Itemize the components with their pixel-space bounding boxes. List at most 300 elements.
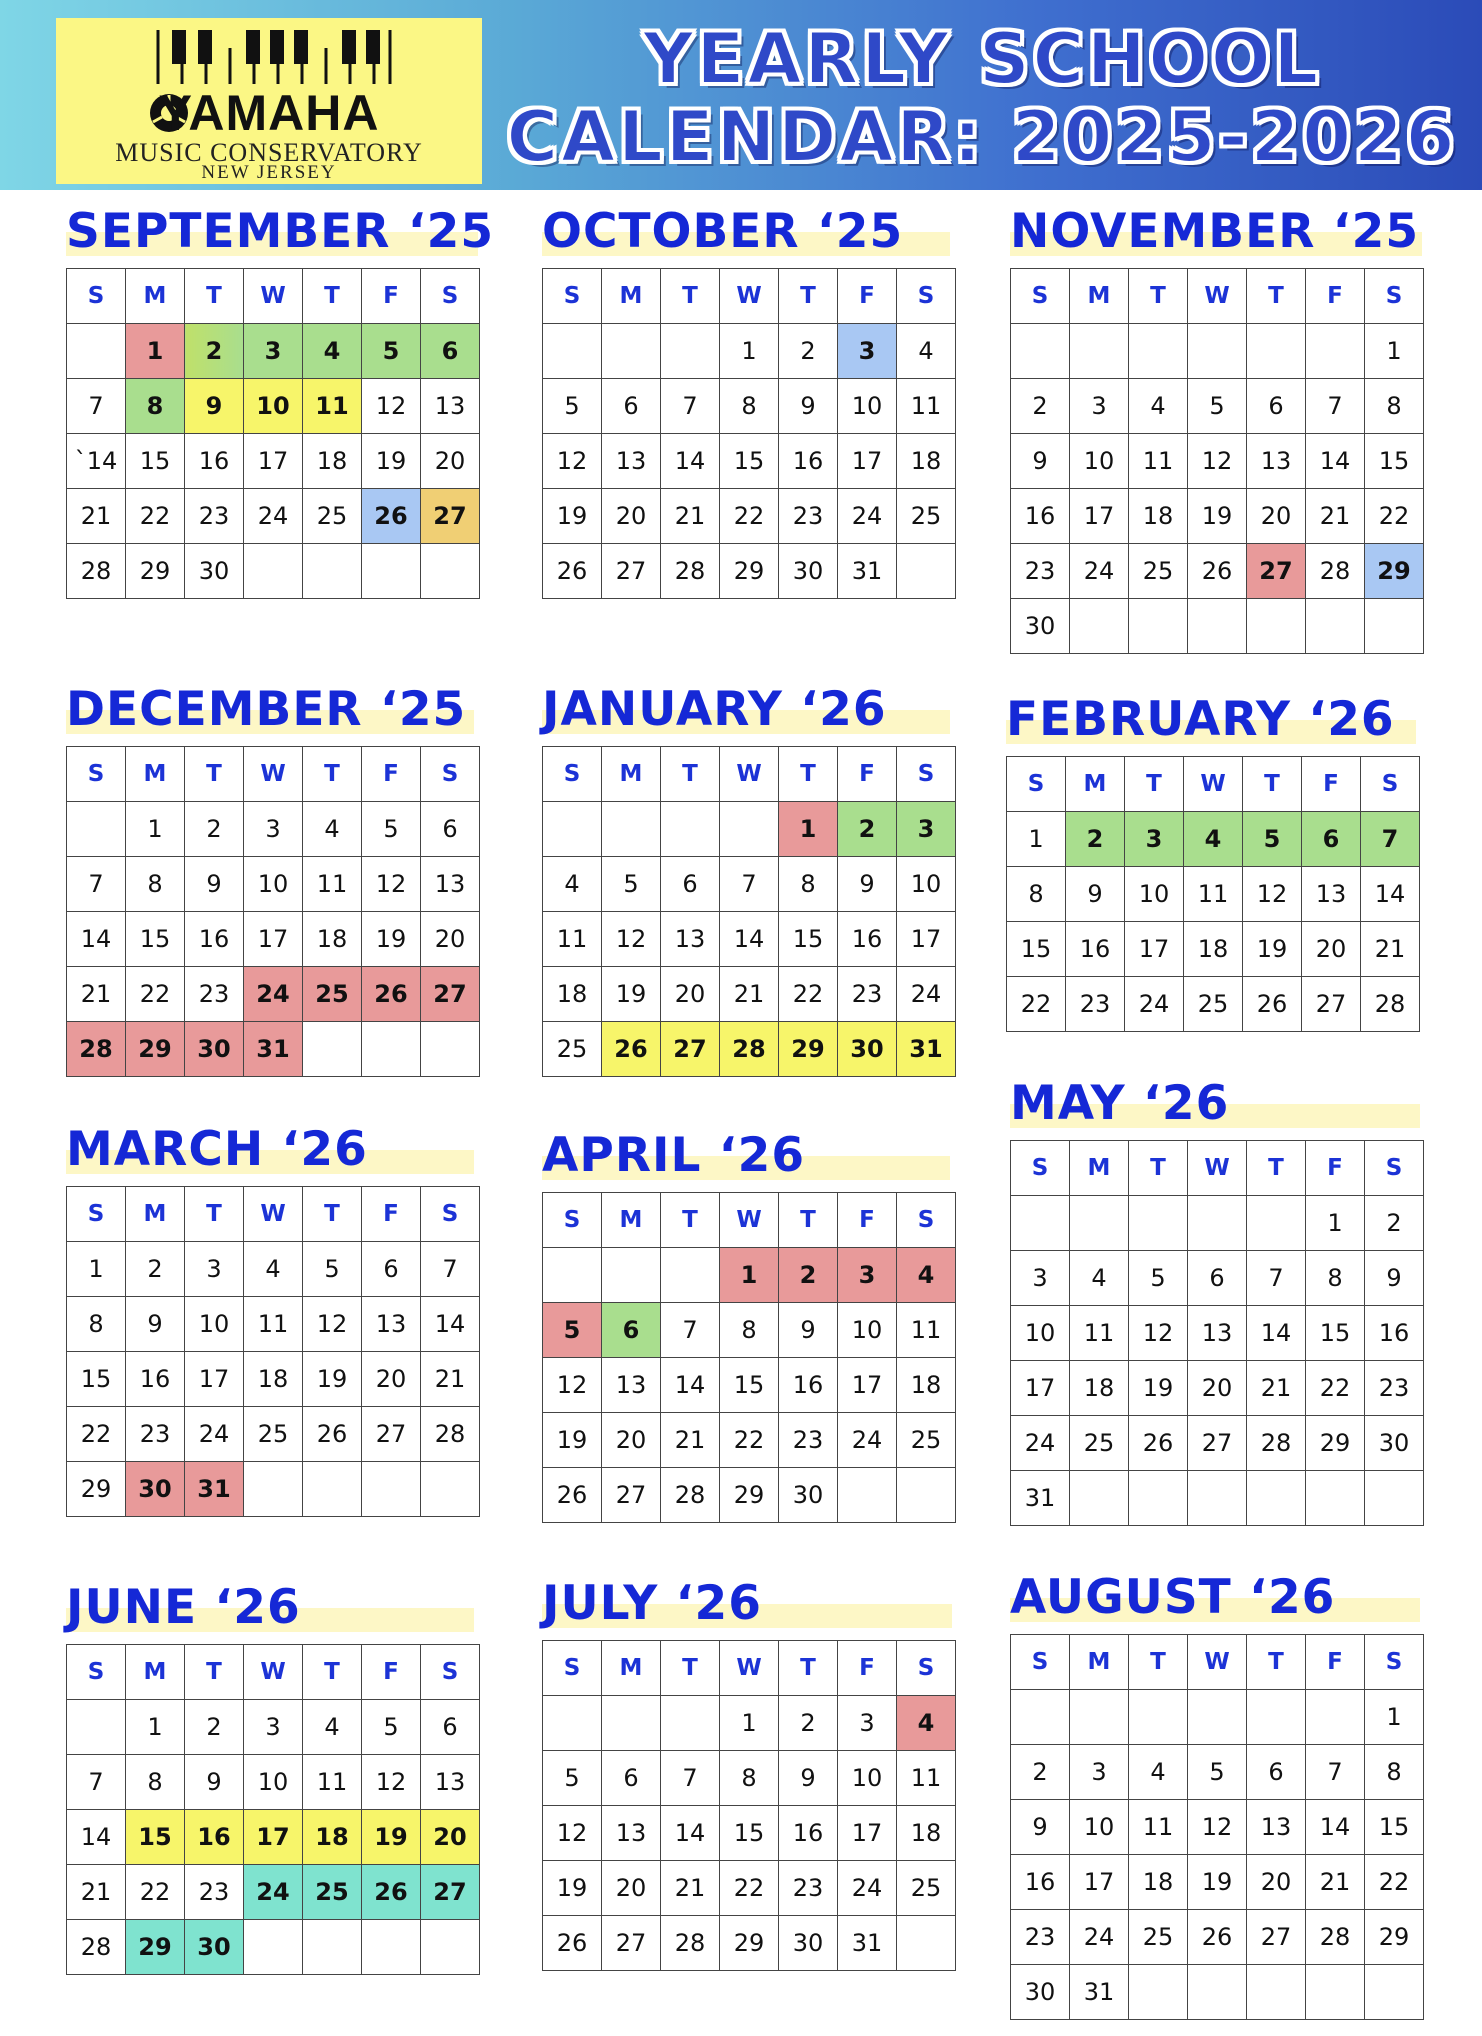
day-cell: 3 bbox=[244, 1700, 303, 1755]
day-cell: 20 bbox=[1302, 922, 1361, 977]
week-row bbox=[1007, 867, 1420, 922]
month-name: DECEMBER ‘25 bbox=[66, 682, 467, 737]
day-cell: 6 bbox=[421, 802, 480, 857]
day-cell: 22 bbox=[720, 1861, 779, 1916]
day-cell: 23 bbox=[779, 1413, 838, 1468]
day-cell: 31 bbox=[838, 1916, 897, 1971]
day-cell: 29 bbox=[720, 1916, 779, 1971]
weekday-label: S bbox=[897, 269, 956, 324]
day-cell: 16 bbox=[1011, 489, 1070, 544]
week-row bbox=[1011, 1251, 1424, 1306]
month-name: NOVEMBER ‘25 bbox=[1010, 204, 1420, 259]
day-cell: 24 bbox=[244, 489, 303, 544]
empty-day-cell bbox=[421, 1462, 480, 1517]
empty-day-cell bbox=[602, 1696, 661, 1751]
weekday-label: W bbox=[720, 269, 779, 324]
day-cell: 5 bbox=[543, 379, 602, 434]
weekday-label: W bbox=[720, 1641, 779, 1696]
day-cell: 11 bbox=[244, 1297, 303, 1352]
day-cell: 3 bbox=[1011, 1251, 1070, 1306]
day-cell: 23 bbox=[1011, 1910, 1070, 1965]
day-cell: 18 bbox=[303, 912, 362, 967]
day-cell: 12 bbox=[1129, 1306, 1188, 1361]
day-cell: 24 bbox=[897, 967, 956, 1022]
day-cell: 21 bbox=[661, 489, 720, 544]
weekday-label: W bbox=[720, 1193, 779, 1248]
weekday-label: T bbox=[779, 269, 838, 324]
weekday-label: M bbox=[602, 1193, 661, 1248]
day-cell: 11 bbox=[303, 1755, 362, 1810]
day-cell: 4 bbox=[543, 857, 602, 912]
weekday-label: S bbox=[543, 269, 602, 324]
week-row bbox=[543, 967, 956, 1022]
week-row bbox=[67, 1352, 480, 1407]
month-grid bbox=[66, 746, 480, 1077]
empty-day-cell bbox=[67, 802, 126, 857]
day-cell: 6 bbox=[661, 857, 720, 912]
week-row bbox=[1011, 544, 1424, 599]
week-row bbox=[67, 1755, 480, 1810]
day-cell: 25 bbox=[897, 1861, 956, 1916]
weekday-label: W bbox=[244, 1187, 303, 1242]
day-cell: 22 bbox=[720, 489, 779, 544]
day-cell: 13 bbox=[1247, 1800, 1306, 1855]
empty-day-cell bbox=[244, 1920, 303, 1975]
month-name: APRIL ‘26 bbox=[542, 1128, 806, 1183]
day-cell: 21 bbox=[67, 489, 126, 544]
day-cell: 5 bbox=[602, 857, 661, 912]
highlighted-day-cell: 31 bbox=[897, 1022, 956, 1077]
piano-keyboard-icon bbox=[154, 28, 394, 86]
day-cell: 6 bbox=[421, 1700, 480, 1755]
day-cell: 1 bbox=[720, 324, 779, 379]
day-cell: 13 bbox=[421, 1755, 480, 1810]
highlighted-day-cell: 16 bbox=[185, 1810, 244, 1865]
empty-day-cell bbox=[838, 1468, 897, 1523]
day-cell: 2 bbox=[779, 1696, 838, 1751]
empty-day-cell bbox=[303, 544, 362, 599]
highlighted-day-cell: 30 bbox=[185, 1022, 244, 1077]
weekday-label: S bbox=[67, 747, 126, 802]
empty-day-cell bbox=[543, 1696, 602, 1751]
day-cell: 18 bbox=[1070, 1361, 1129, 1416]
day-cell: 7 bbox=[67, 379, 126, 434]
day-cell: 13 bbox=[602, 434, 661, 489]
logo-subtitle: MUSIC CONSERVATORY bbox=[115, 138, 423, 167]
weekday-header-row bbox=[543, 269, 956, 324]
month-grid bbox=[542, 1640, 956, 1971]
week-row bbox=[543, 1806, 956, 1861]
empty-day-cell bbox=[661, 1696, 720, 1751]
month-title bbox=[1006, 692, 1416, 746]
day-cell: 12 bbox=[362, 857, 421, 912]
day-cell: 15 bbox=[720, 1358, 779, 1413]
day-cell: 8 bbox=[720, 1751, 779, 1806]
day-cell: 9 bbox=[185, 1755, 244, 1810]
day-cell: 6 bbox=[1247, 1745, 1306, 1800]
day-cell: 8 bbox=[126, 857, 185, 912]
week-row bbox=[67, 544, 480, 599]
day-cell: 14 bbox=[421, 1297, 480, 1352]
day-cell: 13 bbox=[1188, 1306, 1247, 1361]
day-cell: 20 bbox=[362, 1352, 421, 1407]
day-cell: 29 bbox=[1365, 1910, 1424, 1965]
month-calendar bbox=[66, 204, 495, 599]
week-row bbox=[543, 324, 956, 379]
day-cell: 14 bbox=[1247, 1306, 1306, 1361]
weekday-label: S bbox=[897, 1193, 956, 1248]
day-cell: 10 bbox=[1125, 867, 1184, 922]
highlighted-day-cell: 17 bbox=[244, 1810, 303, 1865]
weekday-header-row bbox=[67, 747, 480, 802]
highlighted-day-cell: 24 bbox=[244, 967, 303, 1022]
day-cell: 26 bbox=[303, 1407, 362, 1462]
highlighted-day-cell: 9 bbox=[185, 379, 244, 434]
weekday-header-row bbox=[67, 1645, 480, 1700]
day-cell: 16 bbox=[779, 1358, 838, 1413]
day-cell: 20 bbox=[1188, 1361, 1247, 1416]
day-cell: 20 bbox=[602, 1413, 661, 1468]
day-cell: 29 bbox=[1306, 1416, 1365, 1471]
empty-day-cell bbox=[1188, 1965, 1247, 2020]
day-cell: 20 bbox=[1247, 1855, 1306, 1910]
day-cell: 21 bbox=[67, 1865, 126, 1920]
day-cell: 17 bbox=[1070, 1855, 1129, 1910]
highlighted-day-cell: 2 bbox=[838, 802, 897, 857]
day-cell: 22 bbox=[1365, 489, 1424, 544]
weekday-label: T bbox=[661, 269, 720, 324]
day-cell: 10 bbox=[1070, 434, 1129, 489]
month-title bbox=[542, 682, 950, 736]
month-grid bbox=[66, 268, 480, 599]
day-cell: 15 bbox=[779, 912, 838, 967]
day-cell: 5 bbox=[303, 1242, 362, 1297]
day-cell: 8 bbox=[1365, 379, 1424, 434]
day-cell: 16 bbox=[779, 434, 838, 489]
highlighted-day-cell: 4 bbox=[897, 1696, 956, 1751]
highlighted-day-cell: 29 bbox=[1365, 544, 1424, 599]
day-cell: 25 bbox=[897, 489, 956, 544]
weekday-label: M bbox=[126, 747, 185, 802]
weekday-label: M bbox=[126, 269, 185, 324]
weekday-label: T bbox=[303, 1187, 362, 1242]
day-cell: 19 bbox=[1243, 922, 1302, 977]
page-title-line-2: CALENDAR: 2025-2026 bbox=[506, 96, 1458, 178]
weekday-label: T bbox=[661, 747, 720, 802]
weekday-label: S bbox=[421, 1187, 480, 1242]
month-calendar bbox=[66, 1122, 480, 1517]
month-calendar bbox=[542, 204, 956, 599]
highlighted-day-cell: 1 bbox=[126, 324, 185, 379]
weekday-label: W bbox=[1184, 757, 1243, 812]
day-cell: 31 bbox=[838, 544, 897, 599]
day-cell: 6 bbox=[1247, 379, 1306, 434]
day-cell: 7 bbox=[1306, 1745, 1365, 1800]
header-banner bbox=[0, 0, 1482, 190]
day-cell: 24 bbox=[1070, 1910, 1129, 1965]
empty-day-cell bbox=[1070, 599, 1129, 654]
day-cell: 30 bbox=[1011, 599, 1070, 654]
day-cell: 11 bbox=[303, 857, 362, 912]
empty-day-cell bbox=[1306, 1965, 1365, 2020]
week-row bbox=[543, 1696, 956, 1751]
day-cell: 19 bbox=[362, 434, 421, 489]
highlighted-day-cell: 25 bbox=[303, 1865, 362, 1920]
week-row bbox=[67, 967, 480, 1022]
empty-day-cell bbox=[244, 1462, 303, 1517]
day-cell: 15 bbox=[126, 434, 185, 489]
month-grid bbox=[542, 1192, 956, 1523]
day-cell: 3 bbox=[185, 1242, 244, 1297]
empty-day-cell bbox=[362, 1920, 421, 1975]
day-cell: 23 bbox=[126, 1407, 185, 1462]
day-cell: 5 bbox=[543, 1751, 602, 1806]
weekday-label: M bbox=[1070, 1635, 1129, 1690]
weekday-label: T bbox=[185, 1187, 244, 1242]
day-cell: 4 bbox=[303, 802, 362, 857]
week-row bbox=[543, 1468, 956, 1523]
highlighted-day-cell: 29 bbox=[126, 1022, 185, 1077]
weekday-label: W bbox=[244, 269, 303, 324]
highlighted-day-cell: 27 bbox=[661, 1022, 720, 1077]
month-name: OCTOBER ‘25 bbox=[542, 204, 904, 259]
day-cell: 12 bbox=[303, 1297, 362, 1352]
weekday-label: F bbox=[838, 1193, 897, 1248]
week-row bbox=[543, 1248, 956, 1303]
highlighted-day-cell: 6 bbox=[602, 1303, 661, 1358]
week-row bbox=[1007, 977, 1420, 1032]
day-cell: 14 bbox=[67, 912, 126, 967]
day-cell: 15 bbox=[126, 912, 185, 967]
highlighted-day-cell: 27 bbox=[1247, 544, 1306, 599]
day-cell: 26 bbox=[1129, 1416, 1188, 1471]
month-grid bbox=[1010, 268, 1424, 654]
day-cell: 18 bbox=[897, 1358, 956, 1413]
highlighted-day-cell: 19 bbox=[362, 1810, 421, 1865]
highlighted-day-cell: 7 bbox=[1361, 812, 1420, 867]
week-row bbox=[1011, 599, 1424, 654]
highlighted-day-cell: 26 bbox=[362, 967, 421, 1022]
day-cell: 10 bbox=[1070, 1800, 1129, 1855]
day-cell: 20 bbox=[421, 912, 480, 967]
day-cell: 19 bbox=[1188, 1855, 1247, 1910]
weekday-label: F bbox=[838, 269, 897, 324]
month-grid bbox=[66, 1186, 480, 1517]
empty-day-cell bbox=[1365, 599, 1424, 654]
day-cell: 28 bbox=[421, 1407, 480, 1462]
weekday-label: T bbox=[185, 269, 244, 324]
weekday-label: F bbox=[362, 1645, 421, 1700]
empty-day-cell bbox=[1129, 1196, 1188, 1251]
day-cell: 16 bbox=[126, 1352, 185, 1407]
month-name: JANUARY ‘26 bbox=[542, 682, 887, 737]
day-cell: 1 bbox=[1007, 812, 1066, 867]
empty-day-cell bbox=[1247, 1471, 1306, 1526]
weekday-label: S bbox=[543, 1193, 602, 1248]
empty-day-cell bbox=[1247, 599, 1306, 654]
month-calendar bbox=[542, 1128, 956, 1523]
month-title bbox=[1010, 1076, 1420, 1130]
day-cell: 25 bbox=[897, 1413, 956, 1468]
highlighted-day-cell: 26 bbox=[362, 1865, 421, 1920]
day-cell: 27 bbox=[602, 1468, 661, 1523]
highlighted-day-cell: 30 bbox=[126, 1462, 185, 1517]
highlighted-day-cell: 25 bbox=[303, 967, 362, 1022]
highlighted-day-cell: 5 bbox=[362, 324, 421, 379]
week-row bbox=[67, 324, 480, 379]
day-cell: 5 bbox=[1129, 1251, 1188, 1306]
weekday-label: W bbox=[1188, 269, 1247, 324]
day-cell: 8 bbox=[67, 1297, 126, 1352]
week-row bbox=[67, 1242, 480, 1297]
day-cell: 2 bbox=[1011, 1745, 1070, 1800]
day-cell: 13 bbox=[602, 1806, 661, 1861]
weekday-label: F bbox=[838, 747, 897, 802]
week-row bbox=[1011, 324, 1424, 379]
day-cell: 3 bbox=[1070, 379, 1129, 434]
day-cell: 8 bbox=[1306, 1251, 1365, 1306]
week-row bbox=[1011, 1471, 1424, 1526]
empty-day-cell bbox=[1188, 599, 1247, 654]
week-row bbox=[1011, 1196, 1424, 1251]
week-row bbox=[67, 1700, 480, 1755]
day-cell: 23 bbox=[1365, 1361, 1424, 1416]
empty-day-cell bbox=[1011, 324, 1070, 379]
highlighted-day-cell: 31 bbox=[244, 1022, 303, 1077]
day-cell: 11 bbox=[1129, 434, 1188, 489]
day-cell: 12 bbox=[543, 1806, 602, 1861]
day-cell: 10 bbox=[244, 857, 303, 912]
day-cell: 10 bbox=[838, 1751, 897, 1806]
day-cell: 7 bbox=[661, 379, 720, 434]
empty-day-cell bbox=[1306, 324, 1365, 379]
day-cell: 8 bbox=[126, 1755, 185, 1810]
week-row bbox=[543, 802, 956, 857]
week-row bbox=[67, 802, 480, 857]
day-cell: 21 bbox=[1361, 922, 1420, 977]
day-cell: 15 bbox=[1365, 434, 1424, 489]
empty-day-cell bbox=[67, 324, 126, 379]
day-cell: 28 bbox=[1247, 1416, 1306, 1471]
empty-day-cell bbox=[720, 802, 779, 857]
weekday-label: F bbox=[362, 269, 421, 324]
day-cell: 26 bbox=[543, 1916, 602, 1971]
month-name: FEBRUARY ‘26 bbox=[1006, 692, 1395, 747]
highlighted-day-cell: 15 bbox=[126, 1810, 185, 1865]
day-cell: 12 bbox=[602, 912, 661, 967]
month-title bbox=[542, 1128, 950, 1182]
day-cell: 21 bbox=[1306, 489, 1365, 544]
week-row bbox=[67, 857, 480, 912]
week-row bbox=[543, 1751, 956, 1806]
highlighted-day-cell: 28 bbox=[720, 1022, 779, 1077]
day-cell: 24 bbox=[1011, 1416, 1070, 1471]
day-cell: 14 bbox=[67, 1810, 126, 1865]
day-cell: 29 bbox=[126, 544, 185, 599]
day-cell: 3 bbox=[1070, 1745, 1129, 1800]
highlighted-day-cell: 30 bbox=[838, 1022, 897, 1077]
week-row bbox=[543, 857, 956, 912]
day-cell: 19 bbox=[303, 1352, 362, 1407]
empty-day-cell bbox=[303, 1462, 362, 1517]
day-cell: 2 bbox=[185, 802, 244, 857]
day-cell: 1 bbox=[720, 1696, 779, 1751]
weekday-label: S bbox=[543, 747, 602, 802]
day-cell: 13 bbox=[602, 1358, 661, 1413]
day-cell: 14 bbox=[1306, 1800, 1365, 1855]
weekday-label: M bbox=[1066, 757, 1125, 812]
highlighted-day-cell: 29 bbox=[779, 1022, 838, 1077]
day-cell: 15 bbox=[720, 1806, 779, 1861]
weekday-label: M bbox=[126, 1187, 185, 1242]
highlighted-day-cell: 18 bbox=[303, 1810, 362, 1865]
day-cell: 25 bbox=[1070, 1416, 1129, 1471]
empty-day-cell bbox=[362, 1022, 421, 1077]
highlighted-day-cell: 5 bbox=[1243, 812, 1302, 867]
highlighted-day-cell: 5 bbox=[543, 1303, 602, 1358]
day-cell: 25 bbox=[543, 1022, 602, 1077]
day-cell: 16 bbox=[185, 912, 244, 967]
weekday-label: W bbox=[1188, 1635, 1247, 1690]
day-cell: 7 bbox=[661, 1751, 720, 1806]
day-cell: 10 bbox=[1011, 1306, 1070, 1361]
day-cell: 9 bbox=[1365, 1251, 1424, 1306]
weekday-label: S bbox=[421, 269, 480, 324]
day-cell: 13 bbox=[1302, 867, 1361, 922]
month-title bbox=[542, 204, 950, 258]
day-cell: 16 bbox=[1066, 922, 1125, 977]
highlighted-day-cell: 11 bbox=[303, 379, 362, 434]
day-cell: 25 bbox=[244, 1407, 303, 1462]
day-cell: 2 bbox=[1011, 379, 1070, 434]
weekday-label: W bbox=[1188, 1141, 1247, 1196]
day-cell: 4 bbox=[1129, 379, 1188, 434]
weekday-label: T bbox=[661, 1193, 720, 1248]
day-cell: 19 bbox=[543, 489, 602, 544]
day-cell: 5 bbox=[362, 1700, 421, 1755]
day-cell: 25 bbox=[1184, 977, 1243, 1032]
day-cell: 23 bbox=[838, 967, 897, 1022]
highlighted-day-cell: 3 bbox=[897, 802, 956, 857]
day-cell: 6 bbox=[602, 1751, 661, 1806]
weekday-label: M bbox=[602, 747, 661, 802]
weekday-label: F bbox=[1306, 1141, 1365, 1196]
weekday-label: F bbox=[838, 1641, 897, 1696]
day-cell: 21 bbox=[421, 1352, 480, 1407]
day-cell: 23 bbox=[779, 1861, 838, 1916]
day-cell: 8 bbox=[720, 1303, 779, 1358]
week-row bbox=[543, 1022, 956, 1077]
day-cell: 26 bbox=[543, 544, 602, 599]
weekday-label: M bbox=[602, 269, 661, 324]
empty-day-cell bbox=[1365, 1965, 1424, 2020]
day-cell: 5 bbox=[1188, 1745, 1247, 1800]
weekday-label: S bbox=[1011, 1141, 1070, 1196]
week-row bbox=[543, 1413, 956, 1468]
day-cell: 28 bbox=[1306, 1910, 1365, 1965]
day-cell: 2 bbox=[126, 1242, 185, 1297]
empty-day-cell bbox=[661, 324, 720, 379]
highlighted-day-cell: 2 bbox=[185, 324, 244, 379]
day-cell: 8 bbox=[1007, 867, 1066, 922]
day-cell: 27 bbox=[1302, 977, 1361, 1032]
highlighted-day-cell: 26 bbox=[362, 489, 421, 544]
day-cell: 22 bbox=[126, 967, 185, 1022]
highlighted-day-cell: 1 bbox=[779, 802, 838, 857]
day-cell: 17 bbox=[185, 1352, 244, 1407]
day-cell: 8 bbox=[1365, 1745, 1424, 1800]
logo-location: NEW JERSEY bbox=[201, 162, 337, 183]
